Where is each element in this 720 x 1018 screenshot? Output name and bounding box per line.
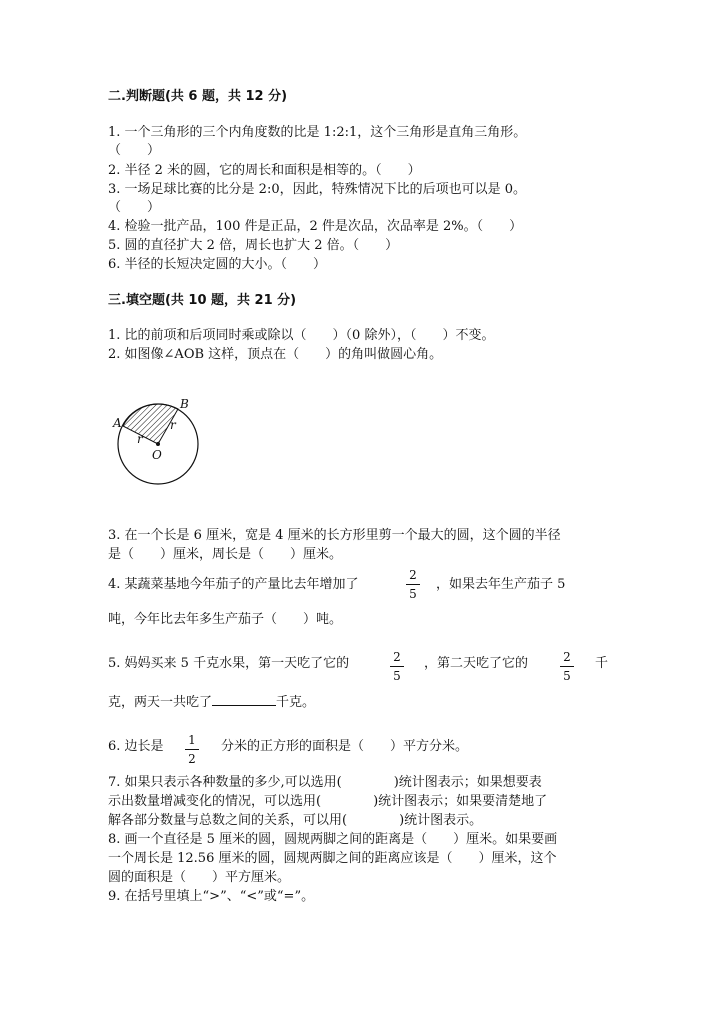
judge-q3-answer[interactable]: （ ） — [108, 200, 161, 215]
fill-q5-part1: 5. 妈妈买来 5 千克水果，第一天吃了它的 — [108, 656, 350, 671]
fill-q8-line2: 一个周长是 12.56 厘米的圆，圆规两脚之间的距离应该是（ ）厘米，这个 — [108, 851, 557, 866]
fill-q5-part4: 克，两天一共吃了 — [108, 695, 213, 710]
center-point — [156, 442, 160, 446]
fill-q2: 2. 如图像∠AOB 这样，顶点在（ ）的角叫做圆心角。 — [108, 347, 443, 362]
fill-q1: 1. 比的前项和后项同时乘或除以（ ）（0 除外），（ ）不变。 — [108, 328, 495, 343]
fraction-denominator: 5 — [563, 669, 571, 683]
judge-q3-text: 3. 一场足球比赛的比分是 2:0，因此，特殊情况下比的后项也可以是 0。 — [108, 182, 526, 197]
label-a: A — [113, 416, 122, 430]
fraction-numerator: 2 — [393, 650, 401, 664]
judge-q4: 4. 检验一批产品，100 件是正品，2 件是次品，次品率是 2%。（ ） — [108, 219, 523, 234]
label-b: B — [180, 397, 189, 411]
fill-q3-line2: 是（ ）厘米，周长是（ ）厘米。 — [108, 547, 343, 562]
fraction-q5-second — [559, 650, 575, 683]
fill-q5-part3: 千 — [595, 656, 609, 671]
fill-q9: 9. 在括号里填上“>”、“<”或“=”。 — [108, 889, 315, 904]
fill-q8-line1: 8. 画一个直径是 5 厘米的圆，圆规两脚之间的距离是（ ）厘米。如果要画 — [108, 832, 558, 847]
fill-q5-part2: ，第二天吃了它的 — [424, 656, 529, 671]
fill-q6-part1: 6. 边长是 — [108, 739, 164, 754]
label-r1: r — [137, 432, 143, 446]
fill-q4-part3: 吨，今年比去年多生产茄子（ ）吨。 — [108, 612, 343, 627]
judge-q2: 2. 半径 2 米的圆，它的周长和面积是相等的。（ ） — [108, 163, 421, 178]
label-r2: r — [170, 418, 176, 432]
fill-q4-part1: 4. 某蔬菜基地今年茄子的产量比去年增加了 — [108, 577, 359, 592]
fraction-numerator: 1 — [188, 733, 196, 747]
fraction-q5-first — [389, 650, 405, 683]
fraction-denominator: 5 — [393, 669, 401, 683]
judge-q6: 6. 半径的长短决定圆的大小。（ ） — [108, 257, 327, 272]
judge-q1-text: 1. 一个三角形的三个内角度数的比是 1:2:1，这个三角形是直角三角形。 — [108, 125, 527, 140]
label-o: O — [152, 448, 162, 462]
fraction-q4 — [405, 568, 421, 601]
fill-q5-line2 — [108, 693, 315, 712]
circle-sector-figure — [108, 396, 218, 491]
section3-heading: 三.填空题(共 10 题，共 21 分) — [108, 293, 297, 308]
judge-q5: 5. 圆的直径扩大 2 倍，周长也扩大 2 倍。（ ） — [108, 238, 399, 253]
fill-q7-line2: 示出数量增减变化的情况，可以选用( )统计图表示；如果要清楚地了 — [108, 794, 548, 809]
fill-q5-part5: 千克。 — [276, 695, 316, 710]
fraction-q6 — [184, 733, 200, 766]
fraction-numerator: 2 — [409, 568, 417, 582]
answer-blank[interactable] — [212, 693, 276, 706]
fill-q7-line3: 解各部分数量与总数之间的关系，可以用( )统计图表示。 — [108, 813, 483, 828]
fill-q6-part2: 分米的正方形的面积是（ ）平方分米。 — [221, 739, 469, 754]
fraction-denominator: 5 — [409, 587, 417, 601]
judge-q1-answer[interactable]: （ ） — [108, 143, 161, 158]
fraction-denominator: 2 — [188, 752, 196, 766]
fraction-numerator: 2 — [563, 650, 571, 664]
fill-q4-part2: ，如果去年生产茄子 5 — [436, 577, 566, 592]
fill-q8-line3: 圆的面积是（ ）平方厘米。 — [108, 870, 291, 885]
fill-q3-line1: 3. 在一个长是 6 厘米，宽是 4 厘米的长方形里剪一个最大的圆，这个圆的半径 — [108, 528, 561, 543]
section2-heading: 二.判断题(共 6 题，共 12 分) — [108, 89, 288, 104]
fill-q7-line1: 7. 如果只表示各种数量的多少,可以选用( )统计图表示；如果想要表 — [108, 775, 542, 790]
